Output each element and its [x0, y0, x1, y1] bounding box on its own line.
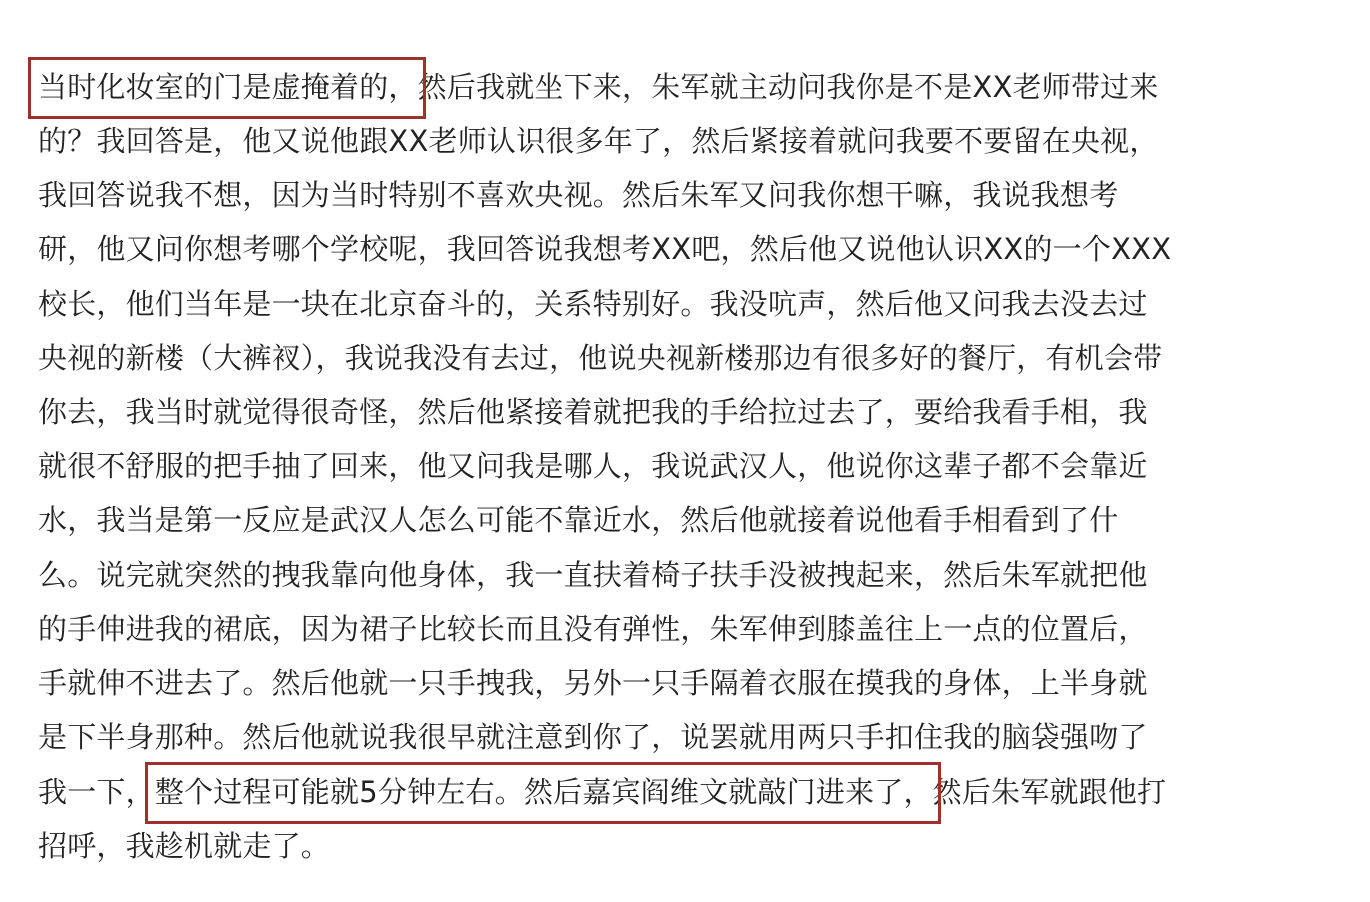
- paragraph-line: [38, 609, 1148, 649]
- paragraph-line: [38, 500, 1118, 540]
- line-text: 就很不舒服的把手抽了回来，他又问我是哪人，我说武汉人，他说你这辈子都不会靠近: [38, 449, 1148, 483]
- paragraph-line: [38, 284, 1148, 324]
- paragraph-line: [38, 392, 1148, 432]
- paragraph-line: [38, 338, 1162, 378]
- line-text: 研，他又问你想考哪个学校呢，我回答说我想考XX吧，然后他又说他认识XX的一个XXX: [38, 232, 1172, 266]
- line-text: 我回答说我不想，因为当时特别不喜欢央视。然后朱军又问我你想干嘛，我说我想考: [38, 178, 1119, 212]
- line-text: 是下半身那种。然后他就说我很早就注意到你了，说罢就用两只手扣住我的脑袋强吻了: [38, 720, 1148, 754]
- paragraph-line: [38, 717, 1148, 757]
- line-text: 水，我当是第一反应是武汉人怎么可能不靠近水，然后他就接着说他看手相看到了什: [38, 503, 1119, 537]
- paragraph-line: [38, 175, 1118, 215]
- line-text: 招呼，我趁机就走了。: [38, 829, 331, 863]
- highlighted-sentence: 整个过程可能就5分钟左右。然后嘉宾阎维文就敲门进来了，: [153, 772, 935, 812]
- line-text: 你去，我当时就觉得很奇怪，然后他紧接着就把我的手给拉过去了，要给我看手相，我: [38, 395, 1148, 429]
- line-text: 然后朱军就跟他打: [932, 775, 1167, 809]
- paragraph-line: [38, 555, 1148, 595]
- line-text: 然后我就坐下来，朱军就主动问我你是不是XX老师带过来: [417, 70, 1159, 104]
- line-text: 的？我回答是，他又说他跟XX老师认识很多年了，然后紧接着就问我要不要留在央视，: [38, 124, 1159, 158]
- paragraph-line: [38, 663, 1148, 703]
- highlighted-sentence: 当时化妆室的门是虚掩着的，: [36, 67, 420, 107]
- line-text: 的手伸进我的裙底，因为裙子比较长而且没有弹性，朱军伸到膝盖往上一点的位置后，: [38, 612, 1148, 646]
- line-text: 手就伸不进去了。然后他就一只手拽我，另外一只手隔着衣服在摸我的身体，上半身就: [38, 666, 1148, 700]
- line-text: 我一下，: [38, 775, 155, 809]
- paragraph-line: [38, 772, 1166, 812]
- paragraph-line: [38, 446, 1148, 486]
- paragraph-line: [38, 121, 1159, 161]
- line-text: 校长，他们当年是一块在北京奋斗的，关系特别好。我没吭声，然后他又问我去没去过: [38, 287, 1148, 321]
- line-text: 央视的新楼（大裤衩），我说我没有去过，他说央视新楼那边有很多好的餐厅，有机会带: [38, 341, 1163, 375]
- paragraph-line: [38, 826, 330, 866]
- paragraph-line: [38, 67, 1159, 107]
- paragraph-line: [38, 229, 1171, 269]
- line-text: 么。说完就突然的拽我靠向他身体，我一直扶着椅子扶手没被拽起来，然后朱军就把他: [38, 558, 1148, 592]
